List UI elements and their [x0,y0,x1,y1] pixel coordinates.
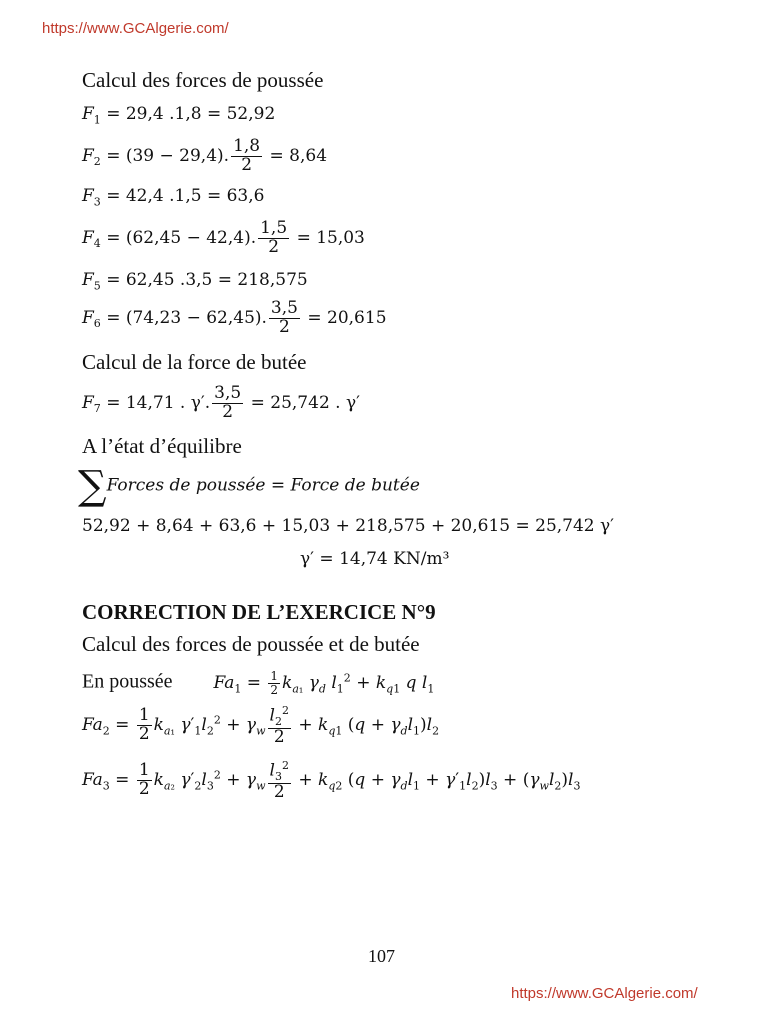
f7-expression: 14,71 . γ′. [125,392,211,413]
footer-url[interactable]: https://www.GCAlgerie.com/ [511,985,698,1002]
en-poussee-label: En poussée [82,670,173,693]
f6-numerator: 3,5 [270,298,298,318]
section-heading-butee: Calcul de la force de butée [82,350,307,374]
gamma-result: γ′ = 14,74 KN/m³ [300,549,450,569]
f7-result: = 25,742 . γ′ [250,392,360,413]
sigma-symbol: ∑ [78,463,107,509]
equation-f1: $F_1 = 29,4$ .1,8 = 52,92 [82,104,276,127]
equation-f7: $F_7 = 14,71$ . γ′. $\frac{3,5}{2}$ = 25,742 . γ′ [82,383,360,422]
correction-title: CORRECTION DE L’EXERCICE N°9 [82,600,436,624]
header-url[interactable]: https://www.GCAlgerie.com/ [42,20,229,37]
equation-f3: $F_3 = 42,4$ .1,5 = 63,6 [82,186,265,209]
f6-denominator: 2 [279,316,290,337]
f6-result: = 20,615 [307,307,387,328]
section-heading-poussee-butee: Calcul des forces de poussée et de butée [82,632,420,656]
f7-denominator: 2 [222,401,234,422]
f2-result: = 8,64 [269,145,328,166]
f5-value: 62,45 .3,5 = 218,575 [125,270,308,290]
f3-value: 42,4 .1,5 = 63,6 [125,186,265,206]
equation-fa3: $Fa_3$ = $\frac{1}{2}$ $k_{a_2}$ $\gamma'_2l_3^2 + \gamma_w$ $\frac{l_3^2}{2}$ + $k_{q2}$ $(q + \gamma_dl_1 + \gamma'_1l_2)l_3 + (\gamma_wl_2)l_3$ [82,759,581,802]
sum-equation: 52,92 + 8,64 + 63,6 + 15,03 + 218,575 + 20,615 = 25,742 γ′ [82,516,615,536]
f6-expression: (74,23 − 62,45). [125,307,267,328]
equation-fa1: En poussée $Fa_1$ = $\frac{1}{2}$ $k_{a_1}$ $\gamma_d$ $l_1^2 + k_{q1}$ q $l_1$ [82,669,435,697]
f2-numerator: 1,8 [233,136,261,156]
f2-fraction [231,138,262,175]
f4-expression: (62,45 − 42,4). [125,227,257,248]
f4-result: = 15,03 [296,227,365,248]
equation-f2: $F_2 = (39 - 29,4)$. $\frac{1,8}{2}$ = 8,64 [82,136,328,175]
f4-fraction [258,220,289,257]
equation-fa2: $Fa_2$ = $\frac{1}{2}$ $k_{a_1}$ $\gamma'_1l_2^2 + \gamma_w$ $\frac{l_2^2}{2}$ + $k_{q1}$ $(q + \gamma_dl_1)l_2$ [82,704,440,747]
f2-expression: (39 − 29,4). [125,145,230,166]
f4-numerator: 1,5 [260,218,288,238]
equation-f6: $F_6 = (74,23 - 62,45)$. $\frac{3,5}{2}$ = 20,615 [82,298,387,337]
f2-denominator: 2 [241,154,253,175]
equation-f4: $F_4 = (62,45 - 42,4)$. $\frac{1,5}{2}$ = 15,03 [82,218,365,257]
f4-denominator: 2 [268,236,280,257]
section-heading-equilibre: A l’état d’équilibre [82,434,242,458]
page-number: 107 [368,946,395,966]
f7-fraction [212,385,243,422]
equilibrium-sum [78,463,420,509]
sum-text: Forces de poussée = Force de butée [106,475,420,496]
section-heading-poussee: Calcul des forces de poussée [82,68,324,92]
equation-f5: $F_5 = 62,45$ .3,5 = 218,575 [82,270,308,293]
f1-value: 29,4 .1,8 = 52,92 [125,104,276,124]
f7-numerator: 3,5 [214,383,242,403]
f6-fraction [269,300,300,337]
